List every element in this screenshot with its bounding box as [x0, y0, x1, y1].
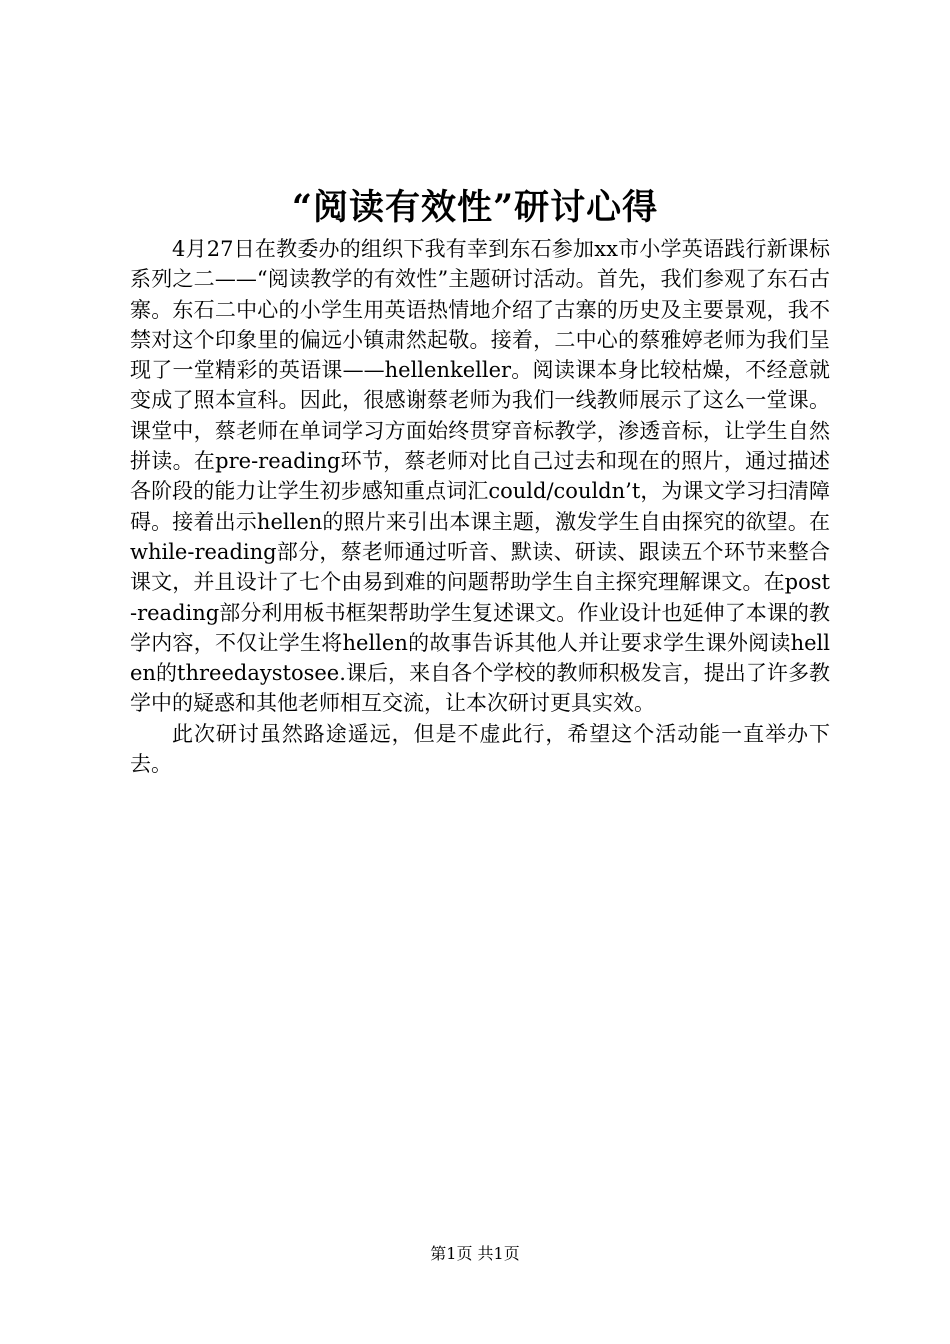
body-paragraph: 此次研讨虽然路途遥远，但是不虚此行，希望这个活动能一直举办下去。	[130, 721, 830, 777]
page-footer: 第1页 共1页	[430, 1244, 520, 1263]
document-title: “阅读有效性”研讨心得	[291, 187, 659, 228]
document-body	[130, 234, 830, 779]
body-paragraph: 4月27日在教委办的组织下我有幸到东石参加xx市小学英语践行新课标系列之二——“阅读教学的有效性”主题研讨活动。首先，我们参观了东石古寨。东石二中心的小学生用英语热情地介绍了古寨的历史及主要景观，我不禁对这个印象里的偏远小镇肃然起敬。接着，二中心的蔡雅婷老师为我们呈现了一堂精彩的英语课——hellenkeller。阅读课本身比较枯燥，不经意就变成了照本宣科。因此，很感谢蔡老师为我们一线教师展示了这么一堂课。课堂中，蔡老师在单词学习方面始终贯穿音标教学，渗透音标，让学生自然拼读。在pre-reading环节，蔡老师对比自己过去和现在的照片，通过描述各阶段的能力让学生初步感知重点词汇could/couldn’t，为课文学习扫清障碍。接着出示hellen的照片来引出本课主题，激发学生自由探究的欲望。在while-reading部分，蔡老师通过听音、默读、研读、跟读五个环节来整合课文，并且设计了七个由易到难的问题帮助学生自主探究理解课文。在post-reading部分利用板书框架帮助学生复述课文。作业设计也延伸了本课的教学内容，不仅让学生将hellen的故事告诉其他人并让要求学生课外阅读hellen的threedaystosee.课后，来自各个学校的教师积极发言，提出了许多教学中的疑惑和其他老师相互交流，让本次研讨更具实效。	[130, 237, 830, 716]
